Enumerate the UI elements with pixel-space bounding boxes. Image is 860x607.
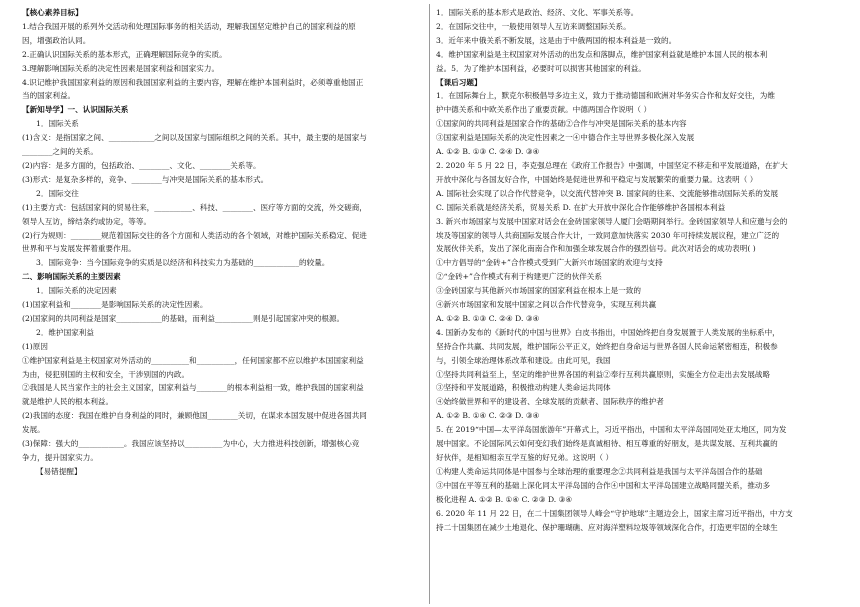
left-text-line: 就是维护人民的根本利益。	[22, 397, 114, 407]
right-text-line: 益。5．为了维护本国利益，必要时可以损害其他国家的利益。	[436, 63, 646, 73]
left-text-line: 因，增强政治认同。	[22, 35, 91, 45]
right-text-line: 极化进程 A. ①② B. ①④ C. ②③ D. ③④	[436, 494, 573, 504]
right-text-line: 2．在国际交往中，一般使用领导人互访来调整国际关系。	[436, 21, 631, 31]
left-text-line: 争力，提升国家实力。	[22, 453, 98, 462]
left-text-line: 3.理解影响国际关系的决定性因素是国家利益和国家实力。	[22, 63, 220, 73]
right-text-line: A. ①② B. ①③ C. ②④ D. ③④	[436, 313, 540, 323]
left-text-line: ②我国是人民当家作主的社会主义国家，国家利益与________的根本利益相一致，维护我国的国家利益	[22, 383, 364, 393]
right-text-line: ③金砖国家与其他新兴市场国家的国家利益在根本上是一致的	[436, 286, 642, 296]
left-column	[22, 6, 424, 479]
left-text-line: 二、影响国际关系的主要因素	[22, 272, 121, 282]
left-text-line: ①维护国家利益是主权国家对外活动的__________和__________，任何国家都不应以维护本国国家利益	[22, 355, 364, 365]
left-text-line: 为由，侵犯别国的主权和安全，干涉别国的内政。	[22, 369, 190, 379]
right-text-line: 3. 新兴市场国家与发展中国家对话会在金砖国家领导人厦门会晤期间举行。金砖国家领导人和应邀与会的	[436, 216, 788, 226]
right-text-line: 持二十国集团在减少土地退化、保护珊瑚礁、应对海洋塑料垃圾等领域深化合作，打造更牢固的全球生	[436, 522, 778, 532]
left-text-line: (2)国家间的共同利益是国家____________的基础，而利益__________则是引起国家冲突的根源。	[22, 313, 345, 323]
right-text-line: ②“金砖+”合作模式有利于构建更广泛的伙伴关系	[436, 272, 602, 282]
left-text-line: 1.结合我国开展的系列外交活动和处理国际事务的相关活动，理解我国坚定维护自己的国家利益的原	[22, 21, 356, 31]
right-text-line: A. ①② B. ①④ C. ②③ D. ③④	[436, 411, 540, 421]
left-text-line: (1)原因	[22, 341, 48, 351]
right-text-line: 坚持合作共赢、共同发展，维护国际公平正义，始终把自身命运与世界各国人民命运紧密相连，积极参	[436, 341, 778, 351]
right-column	[436, 6, 840, 534]
left-text-line: (2)我国的态度：我国在维护自身利益的同时，兼顾他国________关切，在谋求本国发展中促进各国共同	[22, 411, 367, 421]
right-text-line: ④新兴市场国家和发展中国家之间以合作代替竞争，实现互利共赢	[436, 300, 657, 310]
left-text-line: (2)内容：是多方面的，包括政治、________、文化、________关系等。	[22, 160, 261, 170]
right-text-line: ①国家间的共同利益是国家合作的基础②合作与冲突是国际关系的基本内容	[436, 119, 687, 129]
right-text-line: A. ①② B. ①③ C. ②④ D. ③④	[436, 147, 540, 157]
right-text-line: ③坚持和平发展道路，积极推动构建人类命运共同体	[436, 383, 611, 393]
right-text-line: C. 国际关系就是经济关系，贸易关系 D. 在扩大开放中深化合作能够维护各国根本利益	[436, 202, 726, 212]
left-text-line: 2.正确认识国际关系的基本形式，正确理解国际竞争的实质。	[22, 49, 227, 59]
right-text-line: 开放中深化与各国友好合作，中国始终是促进世界和平稳定与发展繁荣的重要力量。这表明（ ）	[436, 174, 758, 184]
right-text-line: 埃及等国家的领导人共商国际发展合作大计，一致同意加快落实 2030 年可持续发展议程，建立广泛的	[436, 230, 780, 240]
right-text-line: 好伙伴，是相知相亲互学互鉴的好兄弟。这说明（ ）	[436, 453, 614, 462]
left-text-line: 1．国际关系的决定因素	[36, 286, 117, 296]
left-text-line: (1)含义：是指国家之间、____________之间以及国家与国际组织之间的关系。其中，最主要的是国家与	[22, 133, 367, 143]
left-text-line: 2．维护国家利益	[36, 327, 94, 337]
right-text-line: ③中国在平等互利的基础上深化同太平洋岛国的合作④中国和太平洋岛国建立战略同盟关系，推动多	[436, 480, 771, 490]
right-text-line: ①构建人类命运共同体是中国参与全球治理的重要理念②共同利益是我国与太平洋岛国合作的基础	[436, 466, 763, 476]
right-text-line: 发展伙伴关系，发出了深化南南合作和加强全球发展合作的强烈信号。此次对话会的成功表明( )	[436, 244, 756, 254]
right-text-line: 3．近年来中俄关系不断发展，这是由于中俄两国的根本利益是一致的。	[436, 35, 677, 45]
left-text-line: 发展。	[22, 425, 45, 435]
right-text-line: 展中国家。不论国际风云如何变幻我们始终是真诚相待、相互尊重的好朋友，是共谋发展、互利共赢的	[436, 439, 778, 449]
left-text-line: (3)保障：强大的____________。我国应该坚持以__________为中心，大力推进科技创新，增强核心竞	[22, 439, 360, 449]
left-text-line: (2)行为规则：________规范着国际交往的各个方面和人类活动的各个领域，对维护国际关系稳定、促进	[22, 230, 367, 240]
column-divider	[429, 4, 430, 604]
right-text-line: 【课后习题】	[436, 77, 482, 87]
right-text-line: A. 国际社会实现了以合作代替竞争，以交流代替冲突 B. 国家间的往来、交流能够推动国际关系的发展	[436, 188, 779, 198]
right-text-line: ③国家利益是国际关系的决定性因素之一④中德合作主导世界多极化深入发展	[436, 133, 695, 143]
right-text-line: 护中德关系和中欧关系作出了重要贡献。中德两国合作说明（ ）	[436, 105, 652, 115]
left-text-line: (3)形式：是复杂多样的，竞争、________与冲突是国际关系的基本形式。	[22, 174, 269, 184]
left-text-line: 【核心素养目标】	[22, 8, 83, 17]
left-text-line: 领导人互访，缔结条约或协定，等等。	[22, 216, 152, 226]
right-text-line: 4．维护国家利益是主权国家对外活动的出发点和落脚点，维护国家利益就是维护本国人民的根本利	[436, 49, 768, 59]
right-text-line: 1．在国际舞台上，默克尔积极倡导多边主义，致力于推动德国和欧洲对华务实合作和友好交往，为维	[436, 91, 775, 101]
left-text-line: 4.识记维护我国国家利益的原因和我国国家利益的主要内容，理解在维护本国利益时，必须尊重他国正	[22, 77, 364, 87]
right-text-line: 4. 国新办发布的《新时代的中国与世界》白皮书指出，中国始终把自身发展置于人类发展的坐标系中，	[436, 327, 780, 337]
left-text-line: 当的国家利益。	[22, 91, 76, 101]
left-text-line: 3．国际竞争：当今国际竞争的实质是以经济和科技实力为基础的____________的较量。	[36, 258, 330, 268]
right-text-line: 与，引领全球治理体系改革和建设。由此可见，我国	[436, 355, 611, 365]
right-text-line: ④始终做世界和平的建设者、全球发展的贡献者、国际秩序的维护者	[436, 397, 664, 407]
left-text-line: (1)主要方式：包括国家间的贸易往来，__________、科技、________、医疗等方面的交流，外交磋商，	[22, 202, 367, 212]
left-text-line: (1)国家利益和________是影响国际关系的决定性因素。	[22, 300, 208, 310]
left-text-line: ________之间的关系。	[22, 147, 98, 157]
right-text-line: 5. 在 2019“中国—太平洋岛国旅游年”开幕式上，习近平指出，中国和太平洋岛国同处亚太地区，同为发	[436, 425, 787, 435]
right-text-line: 2. 2020 年 5 月 22 日，李克强总理在《政府工作报告》中强调，中国坚定不移走和平发展道路，在扩大	[436, 160, 788, 170]
left-text-line: 1．国际关系	[36, 119, 79, 129]
left-text-line: 2．国际交往	[36, 188, 79, 198]
left-text-line: 世界和平与发展发挥着重要作用。	[22, 244, 136, 254]
right-text-line: ①中方倡导的“金砖+”合作模式受到广大新兴市场国家的欢迎与支持	[436, 258, 663, 268]
right-text-line: 6. 2020 年 11 月 22 日，在二十国集团领导人峰会“守护地球”主题边会上，国家主席习近平指出，中方支	[436, 508, 793, 518]
left-text-line: 【易错提醒】	[36, 466, 82, 476]
right-text-line: 1．国际关系的基本形式是政治、经济、文化、军事关系等。	[436, 8, 639, 17]
left-text-line: 【新知导学】一、认识国际关系	[22, 105, 129, 115]
right-text-line: ①坚持共同利益至上，坚定的维护世界各国的利益②奉行互利共赢原则，实施全方位走出去发展战略	[436, 369, 771, 379]
